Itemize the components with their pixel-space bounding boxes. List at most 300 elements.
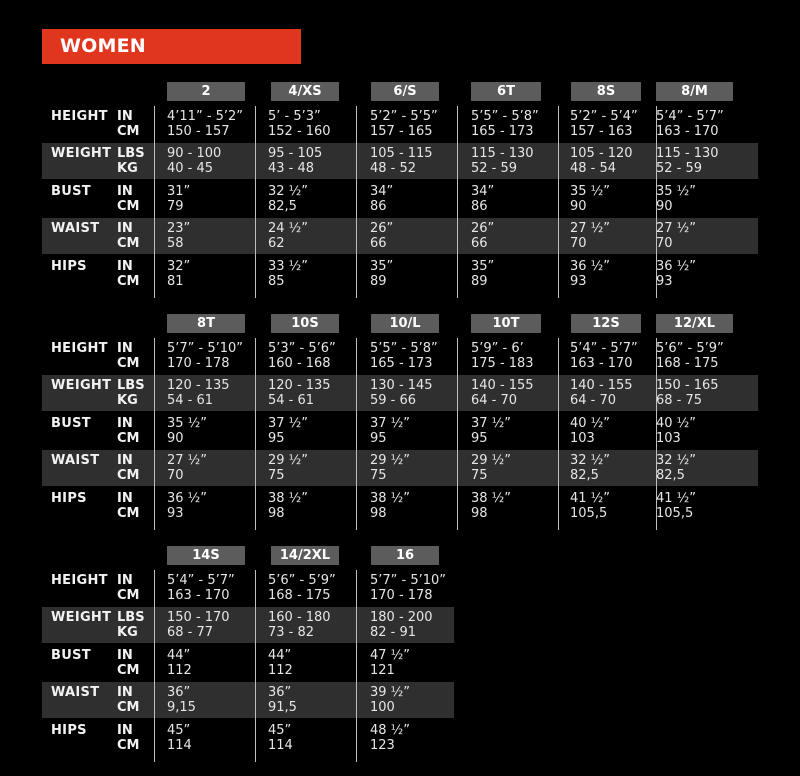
cell-value: 95 - 105 xyxy=(268,146,323,161)
cell-value: 23” xyxy=(167,221,191,236)
cell-value: 91,5 xyxy=(268,700,297,715)
cell-value: 26” xyxy=(471,221,495,236)
row-label-height: HEIGHT xyxy=(51,341,108,356)
row-units xyxy=(117,723,139,753)
column-divider xyxy=(558,106,559,298)
cell-value: 105 - 120 xyxy=(570,146,633,161)
size-cell xyxy=(167,378,230,408)
size-cell xyxy=(570,491,610,521)
unit-label: IN xyxy=(117,109,133,124)
row-units xyxy=(117,491,139,521)
cell-value: 93 xyxy=(656,274,673,289)
cell-value: 38 ½” xyxy=(370,491,411,506)
cell-value: 150 - 170 xyxy=(167,610,230,625)
cell-value: 85 xyxy=(268,274,285,289)
cell-value: 52 - 59 xyxy=(471,161,518,176)
cell-value: 89 xyxy=(370,274,387,289)
size-header-10-l: 10/L xyxy=(371,314,439,333)
size-cell xyxy=(471,184,494,214)
cell-value: 34” xyxy=(370,184,394,199)
row-units xyxy=(117,221,139,251)
size-cell xyxy=(268,146,322,176)
size-header-8s: 8S xyxy=(571,82,641,101)
cell-value: 40 ½” xyxy=(656,416,697,431)
size-header-14s: 14S xyxy=(167,546,245,565)
column-divider xyxy=(356,338,357,530)
row-label-hips: HIPS xyxy=(51,491,87,506)
size-cell xyxy=(268,453,308,483)
size-cell xyxy=(656,259,696,289)
cell-value: 47 ½” xyxy=(370,648,411,663)
cell-value: 160 - 168 xyxy=(268,356,331,371)
row-units xyxy=(117,341,139,371)
column-divider xyxy=(154,570,155,762)
row-units xyxy=(117,685,139,715)
unit-label: CM xyxy=(117,468,140,483)
size-header-6-s: 6/S xyxy=(371,82,439,101)
row-units xyxy=(117,146,145,176)
cell-value: 43 - 48 xyxy=(268,161,315,176)
size-cell xyxy=(471,416,511,446)
row-label-height: HEIGHT xyxy=(51,573,108,588)
column-divider xyxy=(356,570,357,762)
unit-label: IN xyxy=(117,221,133,236)
size-header-12s: 12S xyxy=(571,314,641,333)
cell-value: 64 - 70 xyxy=(471,393,518,408)
size-cell xyxy=(268,378,331,408)
size-header-6t: 6T xyxy=(471,82,541,101)
size-cell xyxy=(471,453,511,483)
size-cell xyxy=(656,378,719,408)
size-cell xyxy=(370,723,410,753)
size-cell xyxy=(656,416,696,446)
size-cell xyxy=(167,648,192,678)
cell-value: 121 xyxy=(370,663,395,678)
cell-value: 40 ½” xyxy=(570,416,611,431)
cell-value: 31” xyxy=(167,184,191,199)
cell-value: 82,5 xyxy=(656,468,685,483)
size-cell xyxy=(370,648,410,678)
cell-value: 9,15 xyxy=(167,700,196,715)
section-title-women: WOMEN xyxy=(42,29,301,64)
size-cell xyxy=(268,416,308,446)
cell-value: 175 - 183 xyxy=(471,356,534,371)
cell-value: 62 xyxy=(268,236,285,251)
cell-value: 114 xyxy=(167,738,192,753)
cell-value: 86 xyxy=(370,199,387,214)
size-cell xyxy=(656,109,724,139)
cell-value: 59 - 66 xyxy=(370,393,417,408)
cell-value: 157 - 165 xyxy=(370,124,433,139)
row-label-hips: HIPS xyxy=(51,723,87,738)
column-divider xyxy=(558,338,559,530)
cell-value: 82,5 xyxy=(570,468,599,483)
cell-value: 89 xyxy=(471,274,488,289)
cell-value: 68 - 77 xyxy=(167,625,214,640)
cell-value: 24 ½” xyxy=(268,221,309,236)
cell-value: 140 - 155 xyxy=(471,378,534,393)
size-cell xyxy=(656,341,724,371)
cell-value: 29 ½” xyxy=(268,453,309,468)
unit-label: IN xyxy=(117,184,133,199)
cell-value: 5’4” - 5’7” xyxy=(167,573,235,588)
cell-value: 41 ½” xyxy=(656,491,697,506)
cell-value: 54 - 61 xyxy=(268,393,315,408)
cell-value: 170 - 178 xyxy=(167,356,230,371)
cell-value: 114 xyxy=(268,738,293,753)
size-header-4-xs: 4/XS xyxy=(271,82,339,101)
cell-value: 48 - 54 xyxy=(570,161,617,176)
size-header-8t: 8T xyxy=(167,314,245,333)
cell-value: 36 ½” xyxy=(570,259,611,274)
cell-value: 5’5” - 5’8” xyxy=(471,109,539,124)
cell-value: 168 - 175 xyxy=(656,356,719,371)
cell-value: 81 xyxy=(167,274,184,289)
cell-value: 82,5 xyxy=(268,199,297,214)
size-cell xyxy=(370,341,438,371)
cell-value: 36 ½” xyxy=(167,491,208,506)
unit-label: CM xyxy=(117,356,140,371)
cell-value: 36” xyxy=(167,685,191,700)
size-cell xyxy=(167,573,235,603)
column-divider xyxy=(356,106,357,298)
row-label-waist: WAIST xyxy=(51,685,100,700)
size-cell xyxy=(370,685,410,715)
row-units xyxy=(117,453,139,483)
cell-value: 52 - 59 xyxy=(656,161,703,176)
cell-value: 79 xyxy=(167,199,184,214)
column-divider xyxy=(154,106,155,298)
cell-value: 165 - 173 xyxy=(370,356,433,371)
cell-value: 123 xyxy=(370,738,395,753)
cell-value: 32 ½” xyxy=(570,453,611,468)
unit-label: KG xyxy=(117,161,138,176)
cell-value: 98 xyxy=(268,506,285,521)
cell-value: 90 - 100 xyxy=(167,146,222,161)
unit-label: CM xyxy=(117,663,140,678)
size-cell xyxy=(370,491,410,521)
cell-value: 5’6” - 5’9” xyxy=(268,573,336,588)
cell-value: 33 ½” xyxy=(268,259,309,274)
size-cell xyxy=(268,685,297,715)
cell-value: 75 xyxy=(370,468,387,483)
cell-value: 115 - 130 xyxy=(656,146,719,161)
cell-value: 27 ½” xyxy=(656,221,697,236)
size-cell xyxy=(656,184,696,214)
unit-label: IN xyxy=(117,573,133,588)
cell-value: 150 - 157 xyxy=(167,124,230,139)
cell-value: 120 - 135 xyxy=(268,378,331,393)
size-header-14-2xl: 14/2XL xyxy=(271,546,339,565)
cell-value: 32 ½” xyxy=(656,453,697,468)
unit-label: LBS xyxy=(117,378,145,393)
cell-value: 5’ - 5’3” xyxy=(268,109,321,124)
size-cell xyxy=(370,109,438,139)
size-cell xyxy=(370,184,393,214)
size-cell xyxy=(167,259,190,289)
size-cell xyxy=(570,184,610,214)
cell-value: 45” xyxy=(268,723,292,738)
size-cell xyxy=(570,221,610,251)
unit-label: CM xyxy=(117,124,140,139)
row-units xyxy=(117,416,139,446)
cell-value: 5’2” - 5’4” xyxy=(570,109,638,124)
row-units xyxy=(117,259,139,289)
cell-value: 160 - 180 xyxy=(268,610,331,625)
unit-label: KG xyxy=(117,625,138,640)
cell-value: 36” xyxy=(268,685,292,700)
size-cell xyxy=(471,378,534,408)
cell-value: 95 xyxy=(471,431,488,446)
cell-value: 95 xyxy=(268,431,285,446)
size-cell xyxy=(570,416,610,446)
size-cell xyxy=(268,491,308,521)
size-cell xyxy=(268,723,293,753)
cell-value: 103 xyxy=(570,431,595,446)
unit-label: CM xyxy=(117,700,140,715)
cell-value: 35 ½” xyxy=(656,184,697,199)
size-cell xyxy=(167,341,243,371)
cell-value: 38 ½” xyxy=(268,491,309,506)
cell-value: 105 - 115 xyxy=(370,146,433,161)
cell-value: 100 xyxy=(370,700,395,715)
size-cell xyxy=(268,610,331,640)
unit-label: CM xyxy=(117,236,140,251)
cell-value: 105,5 xyxy=(570,506,608,521)
cell-value: 5’9” - 6’ xyxy=(471,341,524,356)
size-cell xyxy=(370,453,410,483)
size-header-10s: 10S xyxy=(271,314,339,333)
cell-value: 163 - 170 xyxy=(656,124,719,139)
size-cell xyxy=(167,184,190,214)
size-cell xyxy=(570,341,638,371)
unit-label: IN xyxy=(117,723,133,738)
size-cell xyxy=(570,453,610,483)
unit-label: LBS xyxy=(117,146,145,161)
size-cell xyxy=(268,259,308,289)
cell-value: 95 xyxy=(370,431,387,446)
size-cell xyxy=(570,259,610,289)
size-cell xyxy=(471,259,494,289)
size-cell xyxy=(370,146,433,176)
row-label-weight: WEIGHT xyxy=(51,146,112,161)
unit-label: CM xyxy=(117,199,140,214)
size-cell xyxy=(167,146,221,176)
row-label-bust: BUST xyxy=(51,648,91,663)
cell-value: 58 xyxy=(167,236,184,251)
unit-label: IN xyxy=(117,259,133,274)
size-header-16: 16 xyxy=(371,546,439,565)
cell-value: 75 xyxy=(471,468,488,483)
cell-value: 66 xyxy=(370,236,387,251)
cell-value: 5’3” - 5’6” xyxy=(268,341,336,356)
cell-value: 44” xyxy=(268,648,292,663)
cell-value: 26” xyxy=(370,221,394,236)
size-block xyxy=(42,314,758,528)
unit-label: CM xyxy=(117,588,140,603)
cell-value: 48 ½” xyxy=(370,723,411,738)
size-cell xyxy=(268,109,331,139)
cell-value: 165 - 173 xyxy=(471,124,534,139)
cell-value: 29 ½” xyxy=(370,453,411,468)
size-cell xyxy=(268,648,293,678)
cell-value: 70 xyxy=(656,236,673,251)
cell-value: 157 - 163 xyxy=(570,124,633,139)
size-cell xyxy=(268,184,308,214)
size-cell xyxy=(471,109,539,139)
unit-label: IN xyxy=(117,416,133,431)
size-cell xyxy=(656,221,696,251)
cell-value: 152 - 160 xyxy=(268,124,331,139)
cell-value: 48 - 52 xyxy=(370,161,417,176)
column-divider xyxy=(255,106,256,298)
size-cell xyxy=(167,109,243,139)
measure-row-bust xyxy=(42,181,758,217)
size-cell xyxy=(167,685,196,715)
unit-label: LBS xyxy=(117,610,145,625)
size-cell xyxy=(656,146,719,176)
cell-value: 29 ½” xyxy=(471,453,512,468)
cell-value: 150 - 165 xyxy=(656,378,719,393)
cell-value: 5’6” - 5’9” xyxy=(656,341,724,356)
cell-value: 40 - 45 xyxy=(167,161,214,176)
cell-value: 66 xyxy=(471,236,488,251)
measure-row-hips xyxy=(42,256,758,292)
size-cell xyxy=(268,573,336,603)
row-units xyxy=(117,378,145,408)
size-cell xyxy=(570,109,638,139)
column-divider xyxy=(154,338,155,530)
cell-value: 54 - 61 xyxy=(167,393,214,408)
size-cell xyxy=(370,378,433,408)
size-cell xyxy=(167,610,230,640)
size-cell xyxy=(471,491,511,521)
size-cell xyxy=(471,221,494,251)
cell-value: 44” xyxy=(167,648,191,663)
size-header-12-xl: 12/XL xyxy=(656,314,733,333)
unit-label: CM xyxy=(117,274,140,289)
unit-label: CM xyxy=(117,431,140,446)
row-label-weight: WEIGHT xyxy=(51,610,112,625)
size-cell xyxy=(167,221,190,251)
cell-value: 68 - 75 xyxy=(656,393,703,408)
cell-value: 98 xyxy=(370,506,387,521)
cell-value: 168 - 175 xyxy=(268,588,331,603)
cell-value: 35” xyxy=(370,259,394,274)
size-cell xyxy=(656,453,696,483)
measure-row-waist xyxy=(42,218,758,254)
cell-value: 45” xyxy=(167,723,191,738)
size-cell xyxy=(570,378,633,408)
row-label-bust: BUST xyxy=(51,184,91,199)
cell-value: 37 ½” xyxy=(268,416,309,431)
cell-value: 32” xyxy=(167,259,191,274)
cell-value: 112 xyxy=(268,663,293,678)
row-label-height: HEIGHT xyxy=(51,109,108,124)
size-block xyxy=(42,546,454,760)
cell-value: 75 xyxy=(268,468,285,483)
cell-value: 163 - 170 xyxy=(570,356,633,371)
size-header-10t: 10T xyxy=(471,314,541,333)
cell-value: 5’4” - 5’7” xyxy=(570,341,638,356)
row-units xyxy=(117,610,145,640)
cell-value: 5’7” - 5’10” xyxy=(370,573,447,588)
unit-label: IN xyxy=(117,491,133,506)
cell-value: 82 - 91 xyxy=(370,625,417,640)
unit-label: IN xyxy=(117,685,133,700)
cell-value: 105,5 xyxy=(656,506,694,521)
size-cell xyxy=(471,146,534,176)
row-label-waist: WAIST xyxy=(51,221,100,236)
cell-value: 180 - 200 xyxy=(370,610,433,625)
cell-value: 170 - 178 xyxy=(370,588,433,603)
size-cell xyxy=(167,453,207,483)
cell-value: 70 xyxy=(570,236,587,251)
cell-value: 27 ½” xyxy=(570,221,611,236)
cell-value: 130 - 145 xyxy=(370,378,433,393)
row-units xyxy=(117,573,139,603)
cell-value: 37 ½” xyxy=(370,416,411,431)
row-units xyxy=(117,648,139,678)
cell-value: 35” xyxy=(471,259,495,274)
cell-value: 90 xyxy=(570,199,587,214)
cell-value: 37 ½” xyxy=(471,416,512,431)
size-cell xyxy=(268,341,336,371)
cell-value: 5’7” - 5’10” xyxy=(167,341,244,356)
unit-label: IN xyxy=(117,341,133,356)
unit-label: IN xyxy=(117,453,133,468)
unit-label: CM xyxy=(117,738,140,753)
row-label-bust: BUST xyxy=(51,416,91,431)
cell-value: 35 ½” xyxy=(167,416,208,431)
row-label-weight: WEIGHT xyxy=(51,378,112,393)
cell-value: 73 - 82 xyxy=(268,625,315,640)
cell-value: 27 ½” xyxy=(167,453,208,468)
cell-value: 163 - 170 xyxy=(167,588,230,603)
row-units xyxy=(117,109,139,139)
unit-label: IN xyxy=(117,648,133,663)
cell-value: 34” xyxy=(471,184,495,199)
cell-value: 35 ½” xyxy=(570,184,611,199)
size-cell xyxy=(167,723,192,753)
column-divider xyxy=(255,338,256,530)
cell-value: 98 xyxy=(471,506,488,521)
cell-value: 5’2” - 5’5” xyxy=(370,109,438,124)
cell-value: 140 - 155 xyxy=(570,378,633,393)
row-label-hips: HIPS xyxy=(51,259,87,274)
column-divider xyxy=(457,338,458,530)
size-cell xyxy=(656,491,696,521)
cell-value: 39 ½” xyxy=(370,685,411,700)
size-cell xyxy=(370,610,433,640)
unit-label: KG xyxy=(117,393,138,408)
cell-value: 90 xyxy=(167,431,184,446)
size-cell xyxy=(471,341,534,371)
cell-value: 90 xyxy=(656,199,673,214)
size-header-8-m: 8/M xyxy=(656,82,733,101)
cell-value: 38 ½” xyxy=(471,491,512,506)
size-block xyxy=(42,82,758,296)
column-divider xyxy=(255,570,256,762)
cell-value: 93 xyxy=(167,506,184,521)
cell-value: 5’4” - 5’7” xyxy=(656,109,724,124)
cell-value: 4’11” - 5’2” xyxy=(167,109,244,124)
cell-value: 32 ½” xyxy=(268,184,309,199)
cell-value: 112 xyxy=(167,663,192,678)
row-units xyxy=(117,184,139,214)
cell-value: 36 ½” xyxy=(656,259,697,274)
cell-value: 103 xyxy=(656,431,681,446)
